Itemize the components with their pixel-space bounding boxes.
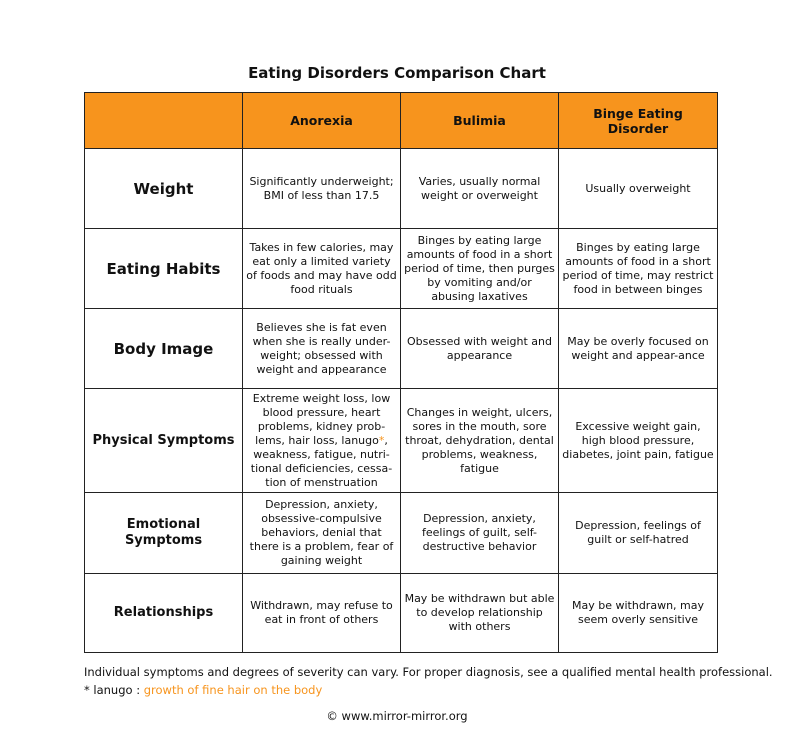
cell-text-tail: , weakness, fatigue, nutri-tional deficiencies, cessa-tion of menstruation [250, 433, 393, 489]
table-cell: Withdrawn, may refuse to eat in front of others [243, 574, 401, 653]
table-cell: Binges by eating large amounts of food in a short period of time, may restrict food in between binges [559, 229, 718, 309]
row-label-relationships: Relationships [85, 574, 243, 653]
copyright-text: © www.mirror-mirror.org [326, 709, 468, 723]
header-row [85, 93, 718, 149]
table-cell: Varies, usually normal weight or overweight [401, 149, 559, 229]
column-header-bulimia: Bulimia [401, 93, 559, 149]
table-cell: May be withdrawn but able to develop relationship with others [401, 574, 559, 653]
chart-title: Eating Disorders Comparison Chart [248, 64, 546, 82]
table-cell: Obsessed with weight and appearance [401, 309, 559, 389]
note-label: * lanugo : [84, 683, 141, 697]
table-cell: Usually overweight [559, 149, 718, 229]
table-cell: Takes in few calories, may eat only a limited variety of foods and may have odd food rituals [243, 229, 401, 309]
table-row [85, 574, 718, 653]
table-row [85, 229, 718, 309]
table-cell: May be withdrawn, may seem overly sensitive [559, 574, 718, 653]
table-row [85, 309, 718, 389]
column-header-anorexia: Anorexia [243, 93, 401, 149]
table-cell: Changes in weight, ulcers, sores in the mouth, sore throat, dehydration, dental problems, weakness, fatigue [401, 389, 559, 493]
table-cell: Significantly underweight; BMI of less than 17.5 [243, 149, 401, 229]
table-cell: Depression, anxiety, obsessive-compulsive behaviors, denial that there is a problem, fear of gaining weight [243, 493, 401, 574]
table-cell: Depression, feelings of guilt or self-hatred [559, 493, 718, 574]
table-row [85, 149, 718, 229]
table-cell: Binges by eating large amounts of food in a short period of time, then purges by vomiting and/or abusing laxatives [401, 229, 559, 309]
table-cell: Depression, anxiety, feelings of guilt, self-destructive behavior [401, 493, 559, 574]
table-cell: Believes she is fat even when she is really under-weight; obsessed with weight and appearance [243, 309, 401, 389]
table-cell: Excessive weight gain, high blood pressure, diabetes, joint pain, fatigue [559, 389, 718, 493]
table-cell: May be overly focused on weight and appear-ance [559, 309, 718, 389]
table-row [85, 389, 718, 493]
column-header-binge-eating: Binge Eating Disorder [559, 93, 718, 149]
row-label-emotional-symptoms: Emotional Symptoms [85, 493, 243, 574]
table-row [85, 493, 718, 574]
lanugo-marker: * [378, 433, 385, 447]
disclaimer-footnote: Individual symptoms and degrees of severity can vary. For proper diagnosis, see a qualified mental health professional. [84, 665, 773, 679]
cell-text: Extreme weight loss, low blood pressure, heart problems, kidney prob-lems, hair loss, lanugo [252, 391, 391, 447]
note-definition: growth of fine hair on the body [143, 683, 323, 697]
lanugo-note [84, 683, 322, 697]
row-label-body-image: Body Image [85, 309, 243, 389]
row-label-physical-symptoms: Physical Symptoms [85, 389, 243, 493]
header-corner-cell [85, 93, 243, 149]
row-label-weight: Weight [85, 149, 243, 229]
table-cell [243, 389, 401, 493]
comparison-table [84, 92, 718, 653]
row-label-eating-habits: Eating Habits [85, 229, 243, 309]
